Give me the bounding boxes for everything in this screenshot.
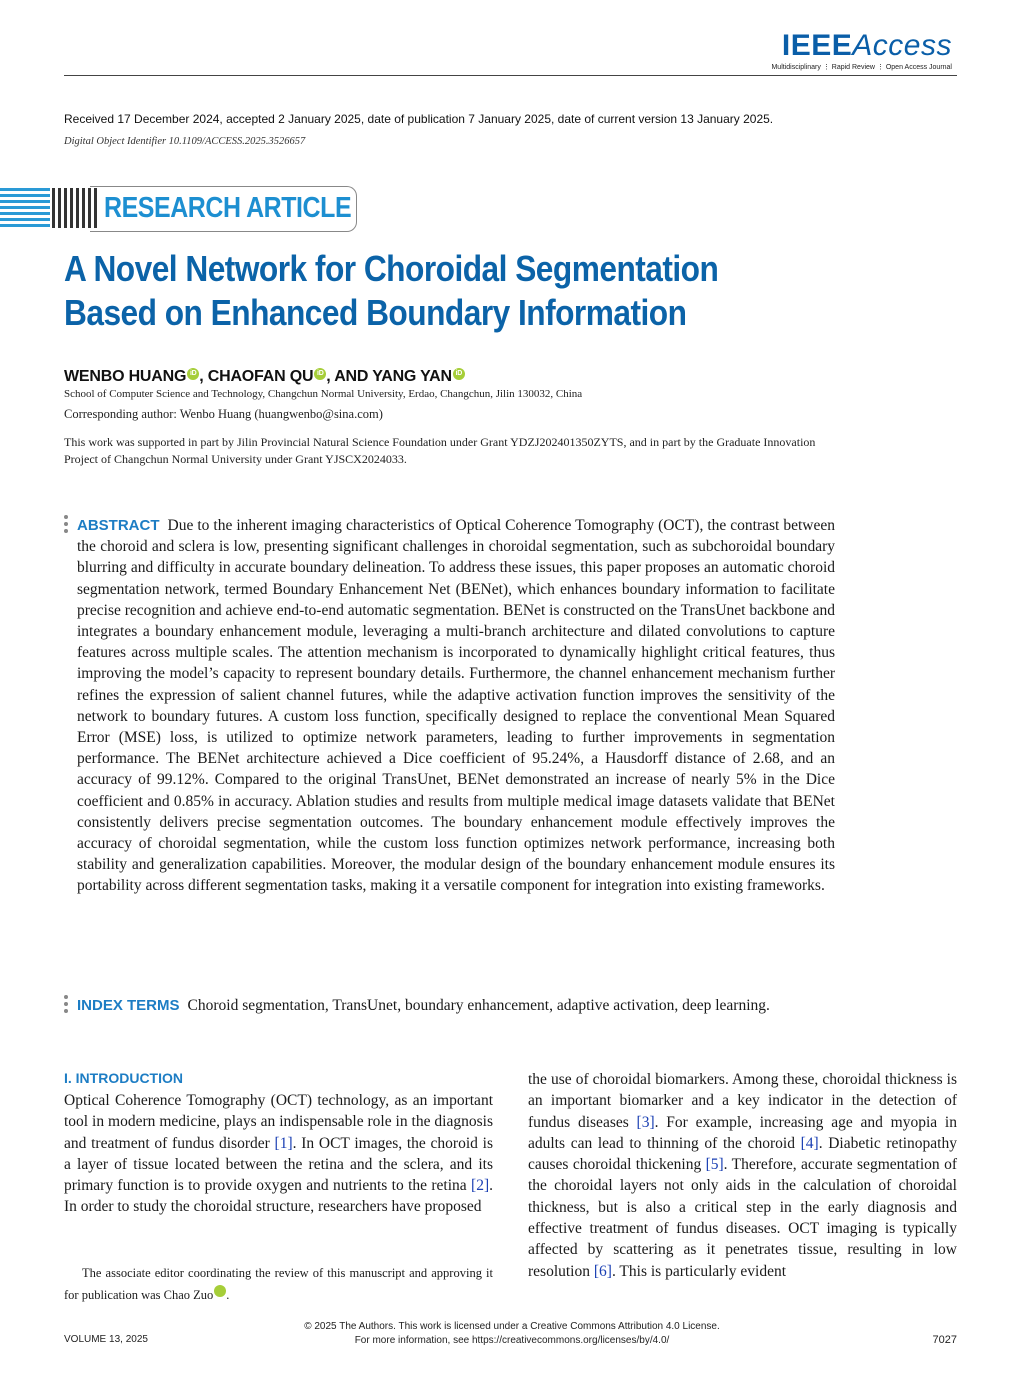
abstract-text: Due to the inherent imaging characteristics of Optical Coherence Tomography (OCT), the contrast between the choroid and sclera is low, presenting significant challenges in choroidal segmentation, such as subchoroidal boundary blurring and difficulty in accurate boundary delineation. To address these issues, this paper proposes an automatic choroid segmentation network, termed Boundary Enhancement Net (BENet), which enhances boundary information to facilitate precise recognition and achieve end-to-end automatic segmentation. BENet is constructed on the TransUnet backbone and integrates a boundary enhancement module, leveraging a multi-branch architecture and dilated convolutions to capture features across multiple scales. The attention mechanism is incorporated to dynamically highlight critical features, thus improving the model’s capacity to represent boundary details. Furthermore, the channel enhancement mechanism further refines the expression of salient channel futures, while the adaptive activation function improves the sensitivity of the network to boundary futures. A custom loss function, specifically designed to replace the conventional Mean Squared Error (MSE) loss, is utilized to optimize network parameters, leading to further improvements in segmentation performance. The BENet architecture achieved a Dice coefficient of 95.24%, a Hausdorff distance of 2.68, and an accuracy of 99.12%. Compared to the original TransUnet, BENet demonstrated an increase of nearly 5% in the Dice coefficient and 0.85% in accuracy. Ablation studies and results from multiple medical image datasets validate that BENet consistently delivers precise segmentation outcomes. The boundary enhancement module effectively improves the accuracy of choroidal segmentation, while the custom loss function optimizes network performance, increasing both stability and generalization capabilities. Moreover, the modular design of the boundary enhancement module ensures its portability across different segmentation tasks, making it a versatile component for integration into existing frameworks. [77, 517, 835, 895]
citation-link[interactable]: [5] [705, 1156, 724, 1174]
citation-link[interactable]: [2] [471, 1177, 490, 1195]
title-line-1: A Novel Network for Choroidal Segmentation [64, 248, 719, 289]
footnote-text: The associate editor coordinating the review of this manuscript and approving it for publication was Chao Zuo [64, 1266, 493, 1302]
intro-left-column [64, 1090, 493, 1218]
body-text: . This is particularly evident [611, 1262, 787, 1280]
logo-ieee: IEEE [781, 29, 853, 62]
citation-link[interactable]: [3] [636, 1113, 655, 1131]
logo-tagline: Multidisciplinary ⋮ Rapid Review ⋮ Open Access Journal [771, 64, 952, 71]
index-terms-label: INDEX TERMS [77, 997, 180, 1014]
body-text: . Therefore, accurate segmentation of the choroidal layers not only aids in the calculation of choroidal thickness, but is also a critical step in the early diagnosis and effective treatment of fundus diseases. OCT imaging is typically affected by scattering as it penetrates tissue, resulting in low resolution [528, 1156, 957, 1280]
body-text: the use of choroidal biomarkers. Among these, choroidal thickness is an important biomarker and a key indicator in the detection of fundus diseases [528, 1071, 957, 1131]
citation-link[interactable]: [6] [593, 1262, 612, 1280]
index-terms-text: Choroid segmentation, TransUnet, boundary enhancement, adaptive activation, deep learning. [187, 997, 770, 1014]
funding-statement: This work was supported in part by Jilin Provincial Natural Science Foundation under Grant YDZJ202401350ZYTS, and in part by the Graduate Innovation Project of Changchun Normal University under Grant YJSCX2024033. [64, 435, 816, 466]
article-type-label: RESEARCH ARTICLE [104, 192, 352, 224]
volume-label: VOLUME 13, 2025 [64, 1334, 148, 1345]
paper-title [64, 247, 856, 335]
logo-wordmark [771, 30, 952, 62]
license-line-2[interactable]: For more information, see https://creativecommons.org/licenses/by/4.0/ [354, 1335, 670, 1346]
orcid-icon[interactable]: iD [314, 368, 326, 380]
citation-link[interactable]: [1] [274, 1134, 293, 1152]
banner-stripes [0, 188, 50, 228]
body-text: . For example, increasing age and myopia in adults can lead to thinning of the choroid [528, 1113, 957, 1152]
abstract-label: ABSTRACT [77, 517, 160, 534]
affiliation: School of Computer Science and Technology, Changchun Normal University, Erdao, Changchun, Jilin 130032, China [64, 388, 583, 400]
logo-access: Access [852, 29, 952, 62]
footnote-end: . [226, 1288, 230, 1302]
section-heading: I. INTRODUCTION [64, 1070, 183, 1086]
received-dates: Received 17 December 2024, accepted 2 January 2025, date of publication 7 January 2025, date of current version 13 January 2025. [64, 112, 774, 126]
page-number: 7027 [932, 1334, 957, 1346]
license-notice [0, 1320, 1024, 1348]
abstract-marker [64, 515, 69, 536]
header-rule [64, 75, 957, 76]
body-text: . In order to study the choroidal structure, researchers have proposed [64, 1177, 493, 1216]
body-text: . In OCT images, the choroid is a layer of tissue located between the retina and the sclera, and its primary function is to provide oxygen and nutrients to the retina [64, 1134, 493, 1195]
abstract [77, 515, 835, 897]
doi: Digital Object Identifier 10.1109/ACCESS.2025.3526657 [64, 136, 306, 147]
author-list [64, 368, 465, 386]
title-line-2: Based on Enhanced Boundary Information [64, 292, 687, 333]
citation-link[interactable]: [4] [800, 1134, 819, 1152]
license-line-1: © 2025 The Authors. This work is licensed under a Creative Commons Attribution 4.0 License. [304, 1321, 720, 1332]
author-name: , AND YANG YAN [326, 368, 452, 385]
body-text: Optical Coherence Tomography (OCT) technology, as an important tool in modern medicine, plays an indispensable role in the diagnosis and treatment of fundus disorder [64, 1092, 493, 1152]
journal-logo [771, 30, 952, 71]
index-terms [77, 995, 835, 1016]
corresponding-author: Corresponding author: Wenbo Huang (huangwenbo@sina.com) [64, 407, 383, 421]
author-name: WENBO HUANG [64, 368, 187, 385]
orcid-icon[interactable]: iD [187, 368, 199, 380]
orcid-icon[interactable]: iD [453, 368, 465, 380]
index-terms-marker [64, 995, 69, 1016]
author-name: , CHAOFAN QU [199, 368, 314, 385]
orcid-icon[interactable]: iD [214, 1285, 226, 1297]
intro-right-column [528, 1069, 957, 1282]
editor-footnote [64, 1262, 493, 1306]
body-text: . Diabetic retinopathy causes choroidal thickening [528, 1134, 957, 1174]
